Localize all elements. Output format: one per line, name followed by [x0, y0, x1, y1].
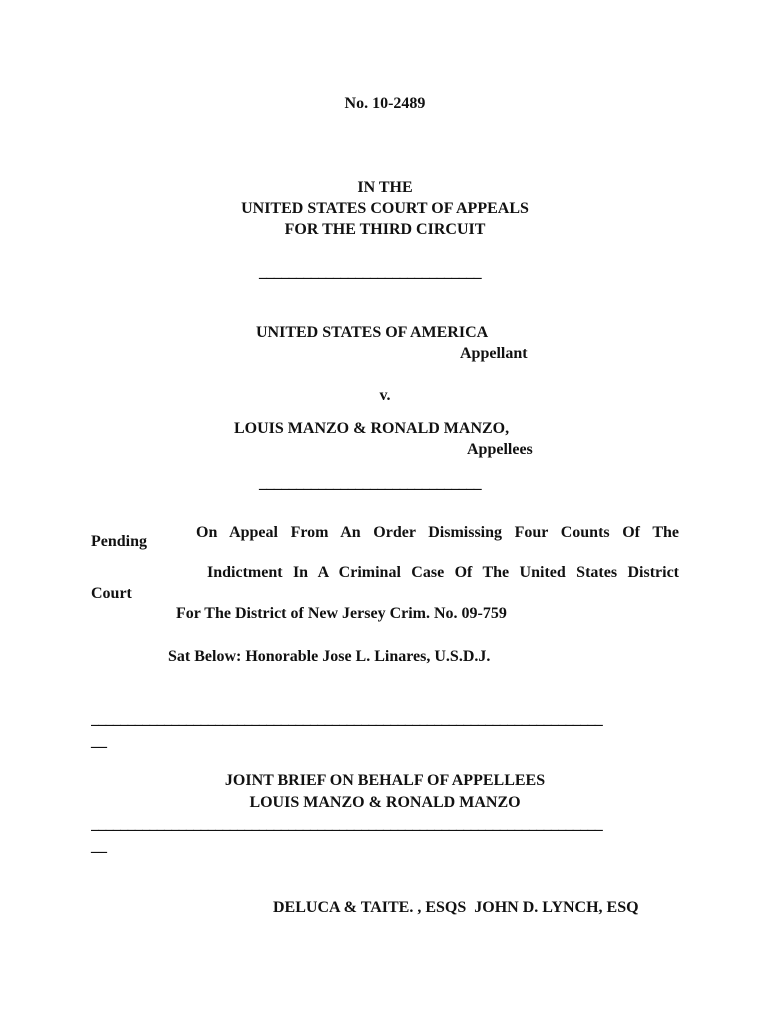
appeal-line-4: Sat Below: Honorable Jose L. Linares, U.S.D.J.	[168, 648, 491, 665]
appellant-name: UNITED STATES OF AMERICA	[256, 324, 489, 341]
appellees-names: LOUIS MANZO & RONALD MANZO,	[234, 420, 510, 437]
appeal-line-1: On Appeal From An Order Dismissing Four Counts Of The	[196, 524, 679, 541]
separator-long-1: ______________________________________________________________________	[91, 711, 603, 728]
brief-title-line-2: LOUIS MANZO & RONALD MANZO	[249, 794, 521, 811]
separator-tail-2: __	[91, 838, 107, 855]
appeal-line-3: For The District of New Jersey Crim. No. 09-759	[176, 605, 507, 622]
separator-long-2: ______________________________________________________________________	[91, 816, 603, 833]
margin-label-pending: Pending	[91, 533, 148, 550]
separator-middle: ______________________________	[259, 475, 482, 492]
court-line-3: FOR THE THIRD CIRCUIT	[284, 221, 486, 238]
appellees-role: Appellees	[467, 441, 533, 458]
court-line-2: UNITED STATES COURT OF APPEALS	[241, 200, 529, 217]
brief-title-line-1: JOINT BRIEF ON BEHALF OF APPELLEES	[224, 772, 546, 789]
separator-top: ______________________________	[259, 264, 482, 281]
counsel-line: DELUCA & TAITE. , ESQS JOHN D. LYNCH, ESQ	[273, 899, 639, 916]
separator-tail-1: __	[91, 733, 107, 750]
court-line-1: IN THE	[357, 179, 413, 196]
appellant-role: Appellant	[460, 345, 528, 362]
versus-label: v.	[379, 387, 391, 404]
margin-label-court: Court	[91, 585, 132, 602]
appeal-line-2: Indictment In A Criminal Case Of The United States District	[207, 564, 679, 581]
case-number: No. 10-2489	[344, 95, 426, 112]
